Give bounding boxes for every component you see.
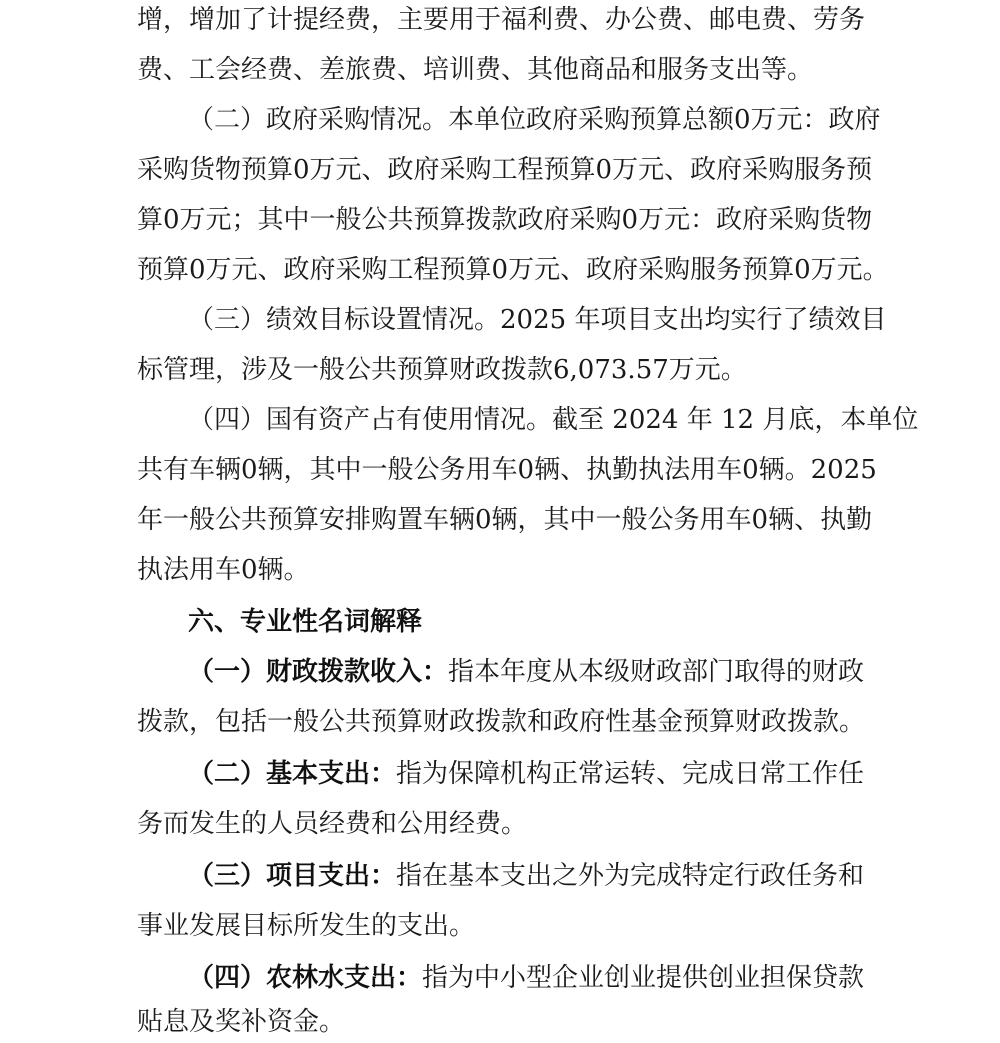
paragraph-line [188,100,881,140]
paragraph-line [188,300,886,340]
paragraph-line [188,400,918,440]
paragraph-lead: （二）政府采购情况。 [188,105,449,135]
paragraph-lead: （四）国有资产占有使用情况。 [188,405,553,435]
paragraph-line: 费、工会经费、差旅费、培训费、其他商品和服务支出等。 [137,55,814,85]
paragraph-line: 年一般公共预算安排购置车辆0辆，其中一般公务用车0辆、执勤 [137,505,873,535]
term-text: 指本年度从本级财政部门取得的财政 [448,657,865,687]
term-lead: （二）基本支出： [188,759,397,789]
paragraph-line: 采购货物预算0万元、政府采购工程预算0万元、政府采购服务预 [137,155,873,185]
term-text: 指为中小型企业创业提供创业担保贷款 [422,963,865,993]
section-heading: 六、专业性名词解释 [188,607,423,637]
paragraph-line: 执法用车0辆。 [137,555,310,585]
paragraph-line [188,958,864,998]
paragraph-line: 预算0万元、政府采购工程预算0万元、政府采购服务预算0万元。 [137,255,889,285]
term-lead: （一）财政拨款收入： [188,657,449,687]
paragraph-lead: （三）绩效目标设置情况。 [188,305,501,335]
term-text: 指为保障机构正常运转、完成日常工作任 [396,759,865,789]
paragraph-text: 截至 2024 年 12 月底，本单位 [552,405,919,435]
term-lead: （三）项目支出： [188,861,397,891]
term-lead: （四）农林水支出： [188,963,423,993]
paragraph-line: 务而发生的人员经费和公用经费。 [137,809,528,839]
paragraph-line [188,754,864,794]
paragraph-line: 拨款，包括一般公共预算财政拨款和政府性基金预算财政拨款。 [137,707,866,737]
term-text: 指在基本支出之外为完成特定行政任务和 [396,861,865,891]
paragraph-line [188,856,864,896]
paragraph-text: 本单位政府采购预算总额0万元：政府 [448,105,881,135]
paragraph-line: 标管理，涉及一般公共预算财政拨款6,073.57万元。 [137,355,747,385]
paragraph-line: 事业发展目标所发生的支出。 [137,911,476,941]
paragraph-line: 贴息及奖补资金。 [137,1007,346,1037]
paragraph-text: 2025 年项目支出均实行了绩效目 [500,305,887,335]
paragraph-line: 算0万元；其中一般公共预算拨款政府采购0万元：政府采购货物 [137,205,873,235]
paragraph-line: 共有车辆0辆，其中一般公务用车0辆、执勤执法用车0辆。2025 [137,455,877,485]
paragraph-line [188,652,864,692]
paragraph-line: 增，增加了计提经费，主要用于福利费、办公费、邮电费、劳务 [137,5,866,35]
